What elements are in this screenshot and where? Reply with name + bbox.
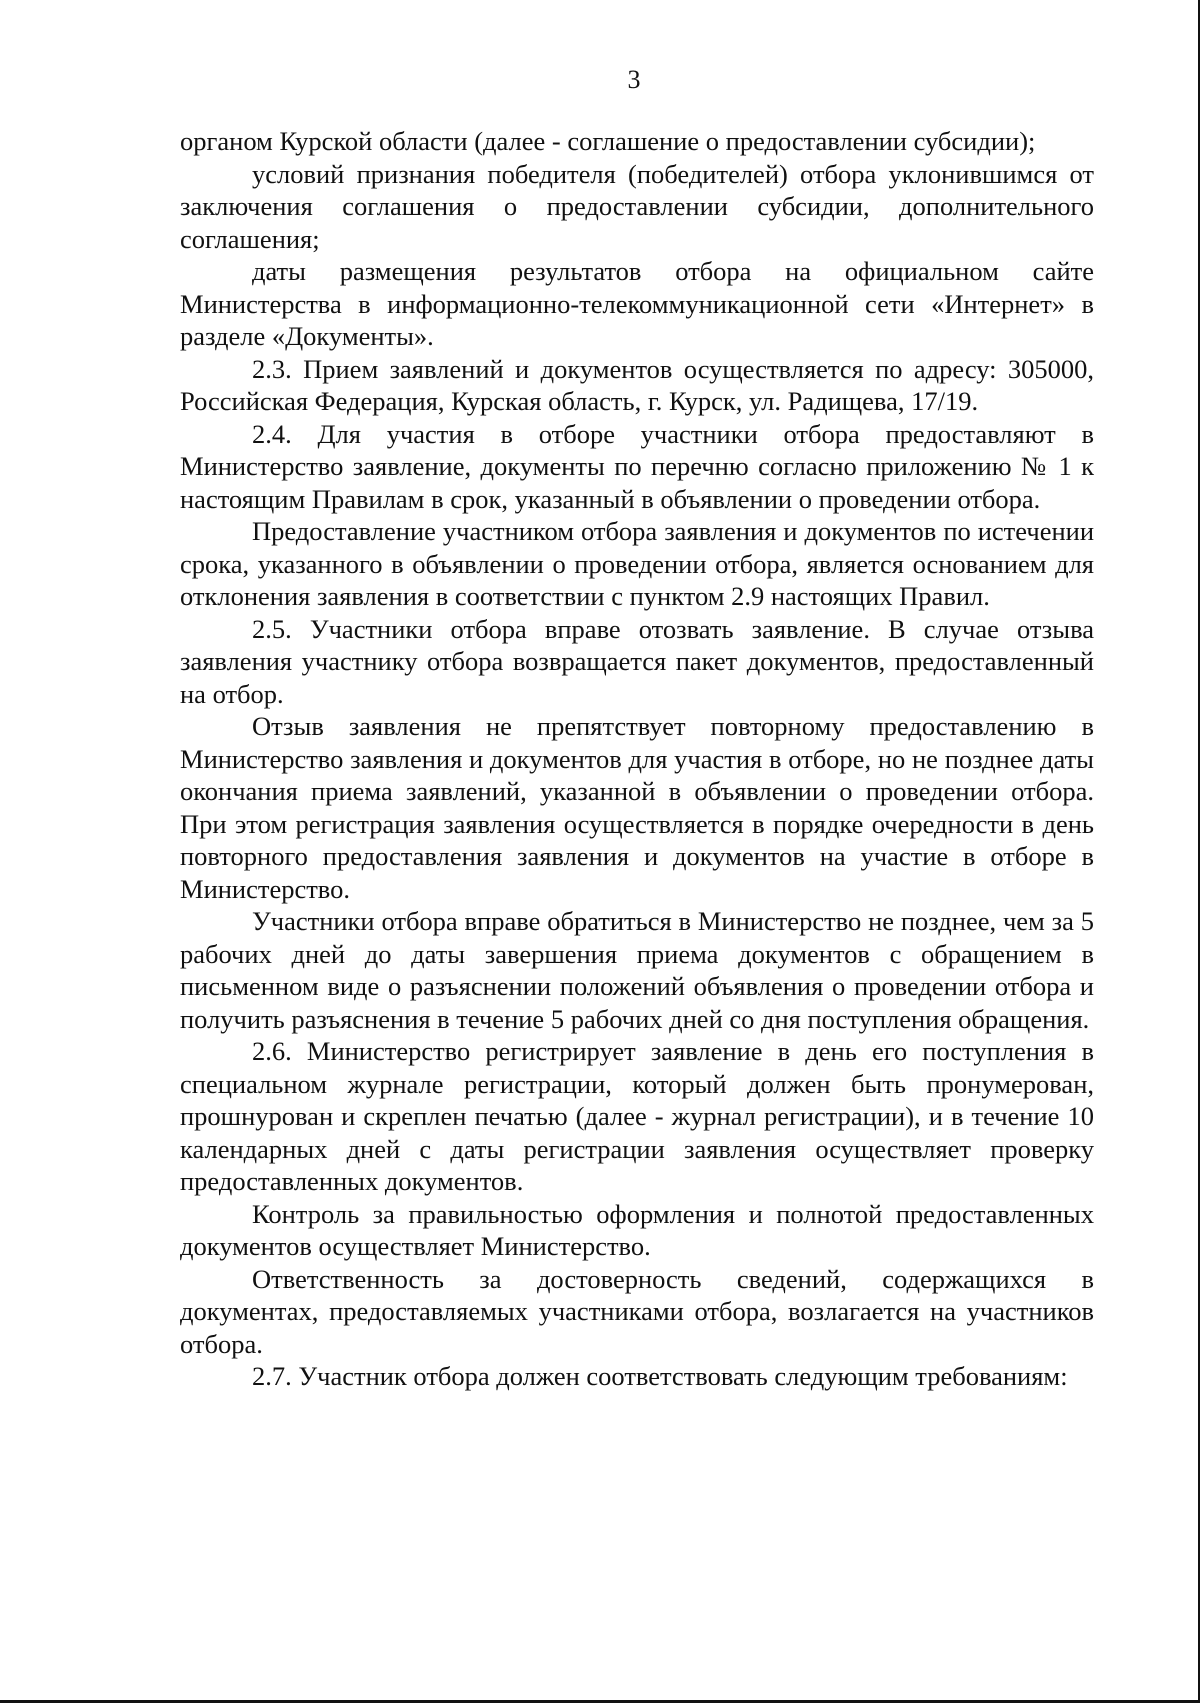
paragraph-continuation: органом Курской области (далее - соглашение о предоставлении субсидии);	[180, 126, 1036, 156]
paragraph-results-date: даты размещения результатов отбора на официальном сайте Министерства в информационно-телекоммуникационной сети «Интернет» в разделе «Документы».	[180, 256, 1094, 351]
paragraph-control: Контроль за правильностью оформления и полнотой предоставленных документов осуществляет Министерство.	[180, 1198, 1094, 1261]
paragraph-withdrawal: Отзыв заявления не препятствует повторному предоставлению в Министерство заявления и документов для участия в отборе, но не позднее даты окончания приема заявлений, указанной в объявлении о проведении отбора. При этом регистрация заявления осуществляется в порядке очередности в день повторного предоставления заявления и документов на участие в отборе в Министерство.	[180, 711, 1094, 904]
paragraph-2-6: 2.6. Министерство регистрирует заявление в день его поступления в специальном журнале регистрации, который должен быть пронумерован, прошнурован и скреплен печатью (далее - журнал регистрации), и в течение 10 календарных дней с даты регистрации заявления осуществляет проверку предоставленных документов.	[180, 1036, 1094, 1196]
paragraph-2-5: 2.5. Участники отбора вправе отозвать заявление. В случае отзыва заявления участнику отбора возвращается пакет документов, предоставленный на отбор.	[180, 613, 1094, 709]
paragraph-late-submission: Предоставление участником отбора заявления и документов по истечении срока, указанного в объявлении о проведении отбора, является основанием для отклонения заявления в соответствии с пунктом 2.9 настоящих Правил.	[180, 516, 1094, 611]
document-body	[180, 125, 1094, 1393]
page-number: 3	[627, 65, 641, 94]
paragraph-clarification: Участники отбора вправе обратиться в Министерство не позднее, чем за 5 рабочих дней до даты завершения приема документов с обращением в письменном виде о разъяснении положений объявления о проведении отбора и получить разъяснения в течение 5 рабочих дней со дня поступления обращения.	[180, 906, 1094, 1034]
paragraph-evasion-conditions: условий признания победителя (победителей) отбора уклонившимся от заключения соглашения о предоставлении субсидии, дополнительного соглашения;	[180, 158, 1094, 254]
paragraph-responsibility: Ответственность за достоверность сведений, содержащихся в документах, предоставляемых участниками отбора, возлагается на участников отбора.	[180, 1263, 1094, 1359]
paragraph-2-4: 2.4. Для участия в отборе участники отбора предоставляют в Министерство заявление, документы по перечню согласно приложению № 1 к настоящим Правилам в срок, указанный в объявлении о проведении отбора.	[180, 418, 1094, 514]
paragraph-2-3: 2.3. Прием заявлений и документов осуществляется по адресу: 305000, Российская Федерация, Курская область, г. Курск, ул. Радищева, 17/19.	[180, 353, 1094, 416]
paragraph-2-7: 2.7. Участник отбора должен соответствовать следующим требованиям:	[252, 1361, 1068, 1391]
